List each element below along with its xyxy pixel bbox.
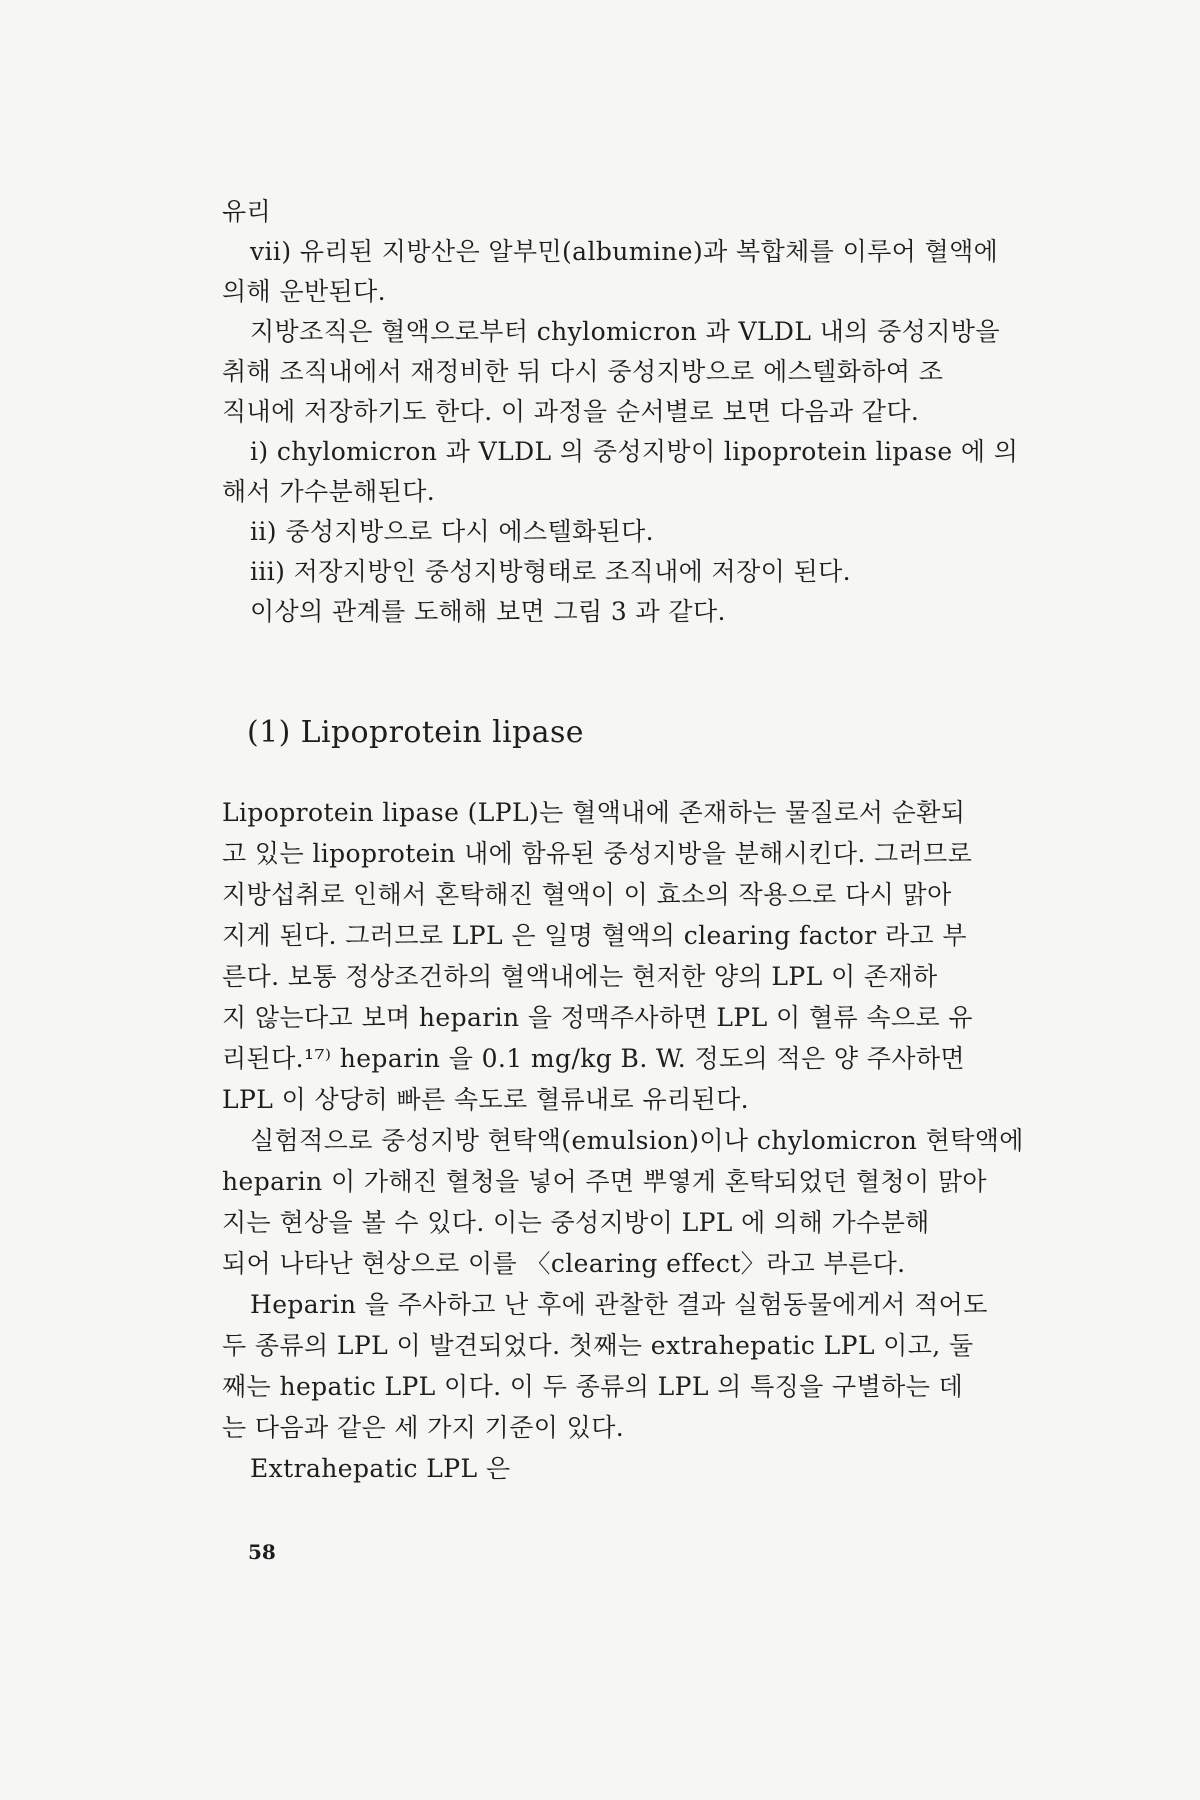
text-line: 째는 hepatic LPL 이다. 이 두 종류의 LPL 의 특징을 구별하는 데 [222,1372,964,1401]
text-line: 되어 나타난 현상으로 이를 〈clearing effect〉라고 부른다. [222,1249,906,1278]
text-line: 직내에 저장하기도 한다. 이 과정을 순서별로 보면 다음과 같다. [222,397,920,426]
text-line: 취해 조직내에서 재정비한 뒤 다시 중성지방으로 에스텔화하여 조 [222,357,944,386]
text-line: i) chylomicron 과 VLDL 의 중성지방이 lipoprotein lipase 에 의 [250,437,1019,466]
text-line: vii) 유리된 지방산은 알부민(albumine)과 복합체를 이루어 혈액에 [250,237,999,266]
page-text-top [222,192,1042,632]
text-line: 지는 현상을 볼 수 있다. 이는 중성지방이 LPL 에 의해 가수분해 [222,1208,930,1237]
text-line: 른다. 보통 정상조건하의 혈액내에는 현저한 양의 LPL 이 존재하 [222,962,938,991]
text-line: ii) 중성지방으로 다시 에스텔화된다. [250,517,655,546]
page-text-body [222,792,1042,1489]
section-title: (1) Lipoprotein lipase [247,715,584,750]
text-line: LPL 이 상당히 빠른 속도로 혈류내로 유리된다. [222,1085,750,1114]
text-line: 지게 된다. 그러므로 LPL 은 일명 혈액의 clearing factor 라고 부 [222,921,967,950]
text-line: Extrahepatic LPL 은 [250,1454,511,1483]
page-number: 58 [248,1540,276,1564]
text-line: Heparin 을 주사하고 난 후에 관찰한 결과 실험동물에게서 적어도 [250,1290,988,1319]
text-line: 고 있는 lipoprotein 내에 함유된 중성지방을 분해시킨다. 그러므로 [222,839,973,868]
text-line: 두 종류의 LPL 이 발견되었다. 첫째는 extrahepatic LPL 이고, 둘 [222,1331,974,1360]
text-line: iii) 저장지방인 중성지방형태로 조직내에 저장이 된다. [250,557,851,586]
text-line: 는 다음과 같은 세 가지 기준이 있다. [222,1413,625,1442]
text-line: 리된다.¹⁷⁾ heparin 을 0.1 mg/kg B. W. 정도의 적은 양 주사하면 [222,1044,965,1073]
text-line: 의해 운반된다. [222,277,386,306]
text-line: Lipoprotein lipase (LPL)는 혈액내에 존재하는 물질로서 순환되 [222,798,966,827]
text-line: 지방섭취로 인해서 혼탁해진 혈액이 이 효소의 작용으로 다시 맑아 [222,880,952,909]
text-line: 지방조직은 혈액으로부터 chylomicron 과 VLDL 내의 중성지방을 [250,317,1000,346]
text-line: 해서 가수분해된다. [222,477,436,506]
text-line: 지 않는다고 보며 heparin 을 정맥주사하면 LPL 이 혈류 속으로 유 [222,1003,973,1032]
text-line: 실험적으로 중성지방 현탁액(emulsion)이나 chylomicron 현탁액에 [250,1126,1024,1155]
text-line: heparin 이 가해진 혈청을 넣어 주면 뿌옇게 혼탁되었던 혈청이 맑아 [222,1167,987,1196]
text-line: 유리 [222,197,272,226]
text-line: 이상의 관계를 도해해 보면 그림 3 과 같다. [250,597,726,626]
